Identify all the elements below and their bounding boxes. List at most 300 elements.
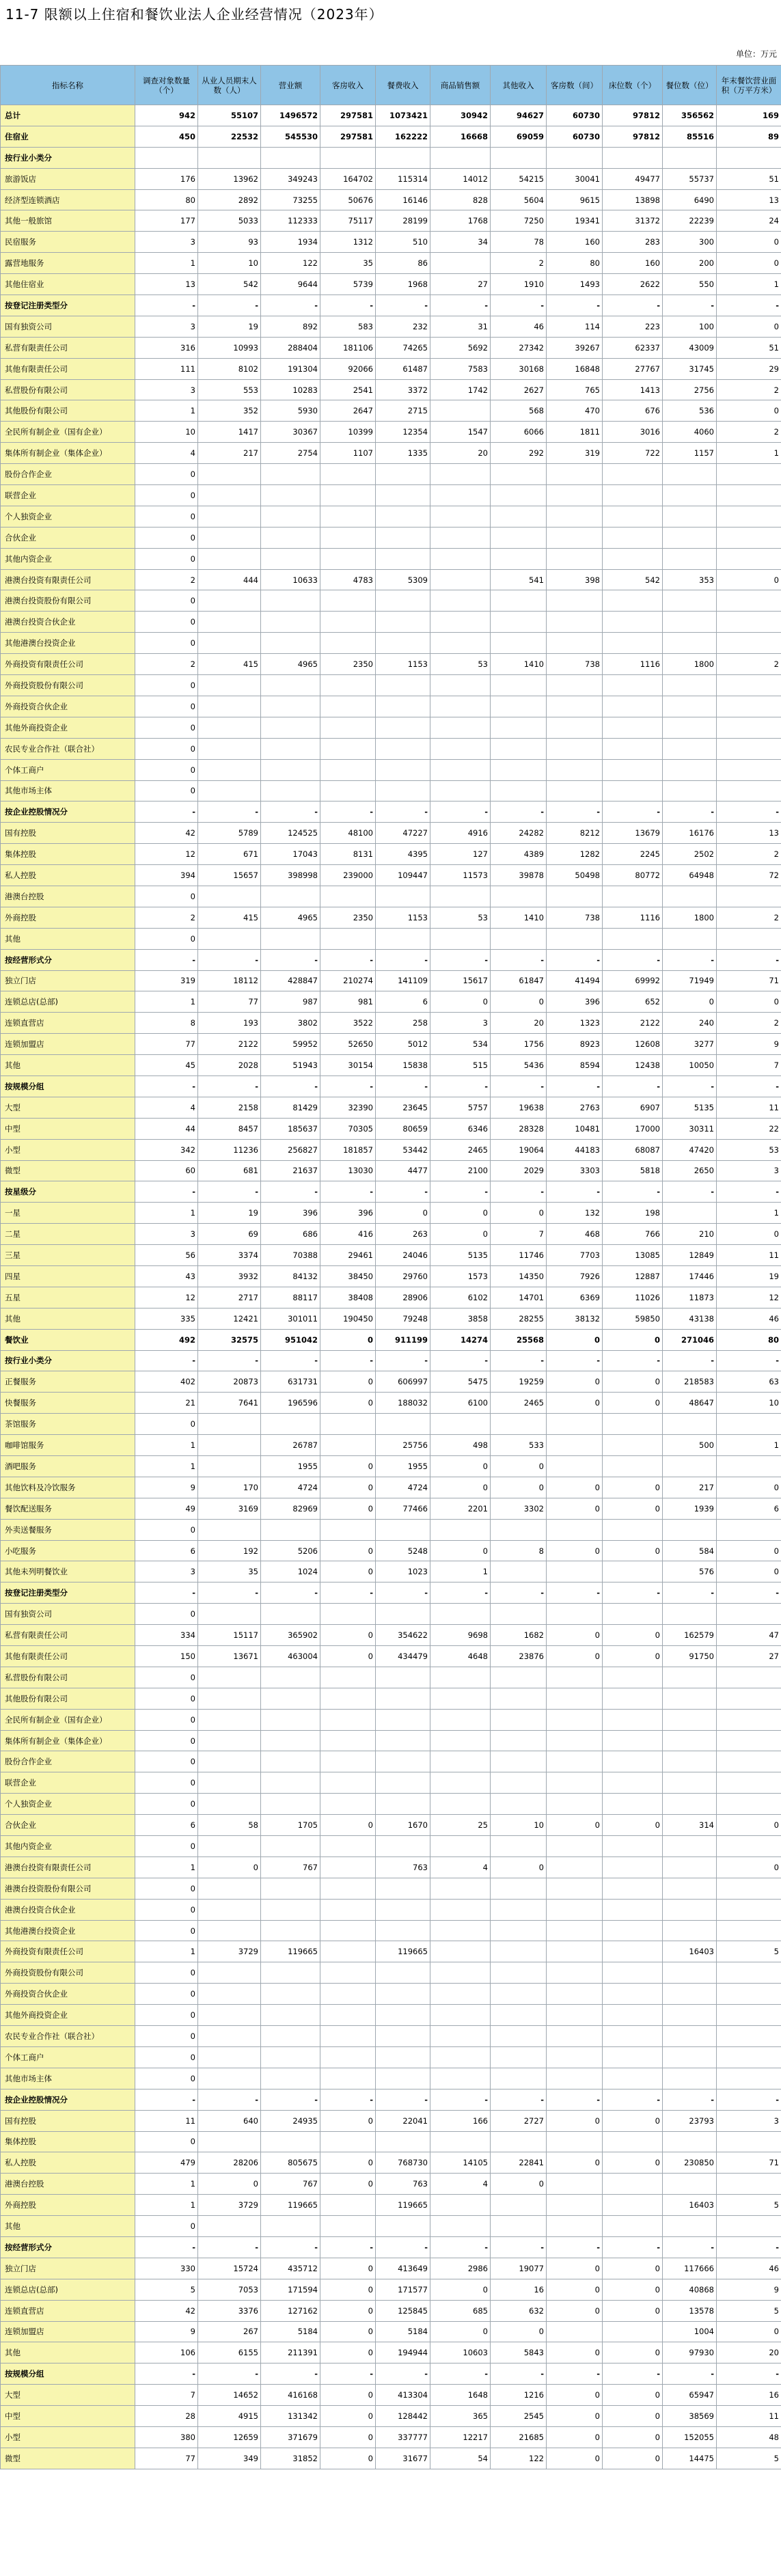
- table-cell: [261, 1604, 320, 1625]
- table-cell: [320, 633, 376, 654]
- table-cell: [547, 1794, 603, 1815]
- table-cell: -: [603, 1350, 663, 1371]
- table-cell: [663, 464, 717, 485]
- table-cell: 61487: [376, 358, 430, 379]
- table-cell: 4783: [320, 569, 376, 590]
- table-cell: [198, 1984, 261, 2005]
- table-cell: 0: [603, 2279, 663, 2300]
- table-cell: [430, 1730, 491, 1751]
- table-cell: [491, 548, 547, 569]
- table-cell: 5818: [603, 1160, 663, 1181]
- table-cell: 111: [135, 358, 198, 379]
- table-cell: 23645: [376, 1097, 430, 1118]
- table-cell: 5184: [261, 2321, 320, 2342]
- table-cell: 52650: [320, 1034, 376, 1055]
- table-cell: 45: [135, 1055, 198, 1076]
- table-cell: [663, 1688, 717, 1709]
- table-cell: 1648: [430, 2385, 491, 2406]
- table-cell: 10: [717, 1393, 781, 1414]
- table-cell: 55737: [663, 168, 717, 189]
- table-cell: 767: [261, 1856, 320, 1878]
- table-cell: 468: [547, 1224, 603, 1245]
- table-cell: -: [376, 1181, 430, 1203]
- table-cell: -: [320, 2363, 376, 2385]
- table-cell: 6490: [663, 189, 717, 210]
- table-cell: [717, 1730, 781, 1751]
- row-label: 港澳台投资有限责任公司: [1, 569, 135, 590]
- table-cell: 0: [135, 464, 198, 485]
- table-cell: 2717: [198, 1287, 261, 1308]
- table-row: [1, 1224, 781, 1245]
- table-cell: [547, 1561, 603, 1582]
- table-cell: 356562: [663, 105, 717, 126]
- table-cell: [320, 506, 376, 527]
- table-cell: 0: [717, 253, 781, 274]
- table-row: [1, 675, 781, 696]
- row-label: 其他外商投资企业: [1, 2005, 135, 2026]
- table-cell: [430, 2046, 491, 2068]
- table-cell: [430, 1688, 491, 1709]
- table-cell: 396: [261, 1203, 320, 1224]
- table-cell: 30367: [261, 422, 320, 443]
- table-cell: 0: [135, 696, 198, 717]
- table-cell: [491, 506, 547, 527]
- table-cell: [430, 400, 491, 422]
- table-row: [1, 696, 781, 717]
- table-cell: 402: [135, 1371, 198, 1393]
- column-header: 床位数（个）: [603, 66, 663, 105]
- table-cell: [547, 675, 603, 696]
- table-row: [1, 1794, 781, 1815]
- table-cell: 0: [547, 2426, 603, 2448]
- table-cell: [491, 633, 547, 654]
- table-cell: [198, 738, 261, 759]
- table-cell: 435712: [261, 2258, 320, 2279]
- table-cell: 8131: [320, 844, 376, 865]
- table-cell: [547, 1899, 603, 1920]
- table-cell: 765: [547, 379, 603, 400]
- table-cell: [603, 759, 663, 780]
- row-label: 按规模分组: [1, 1075, 135, 1097]
- table-cell: 16668: [430, 126, 491, 147]
- table-cell: [547, 2026, 603, 2047]
- table-cell: [430, 738, 491, 759]
- table-cell: 30168: [491, 358, 547, 379]
- table-cell: 97930: [663, 2342, 717, 2363]
- table-cell: 0: [320, 1329, 376, 1350]
- table-cell: 2892: [198, 189, 261, 210]
- row-label: 港澳台控股: [1, 2174, 135, 2195]
- table-cell: 7926: [547, 1265, 603, 1287]
- table-cell: [320, 738, 376, 759]
- table-cell: -: [135, 1582, 198, 1604]
- table-cell: 27: [717, 1646, 781, 1667]
- table-cell: [663, 1856, 717, 1878]
- table-cell: 77: [135, 1034, 198, 1055]
- table-cell: [663, 1920, 717, 1941]
- table-cell: 15117: [198, 1625, 261, 1646]
- table-cell: -: [135, 2363, 198, 2385]
- table-row: [1, 2174, 781, 2195]
- table-cell: 4060: [663, 422, 717, 443]
- table-cell: 768730: [376, 2152, 430, 2174]
- table-cell: [491, 1772, 547, 1794]
- table-cell: 16176: [663, 823, 717, 844]
- table-cell: 2715: [376, 400, 430, 422]
- table-cell: -: [430, 1181, 491, 1203]
- table-cell: -: [717, 295, 781, 316]
- table-cell: 2: [717, 844, 781, 865]
- table-cell: 0: [135, 1794, 198, 1815]
- table-cell: 53: [717, 1139, 781, 1160]
- table-cell: [261, 2026, 320, 2047]
- table-cell: [430, 612, 491, 633]
- table-cell: 365: [430, 2406, 491, 2427]
- table-cell: [198, 1878, 261, 1899]
- table-cell: [663, 506, 717, 527]
- table-cell: 0: [430, 991, 491, 1013]
- table-cell: [261, 1878, 320, 1899]
- table-cell: 1410: [491, 654, 547, 675]
- table-cell: 319: [135, 970, 198, 991]
- table-cell: 0: [135, 1604, 198, 1625]
- table-cell: [320, 1962, 376, 1984]
- table-cell: 0: [547, 1498, 603, 1519]
- table-cell: 4915: [198, 2406, 261, 2427]
- table-row: [1, 1561, 781, 1582]
- table-row: [1, 1920, 781, 1941]
- table-row: [1, 717, 781, 738]
- table-cell: -: [198, 2363, 261, 2385]
- table-cell: 335: [135, 1308, 198, 1329]
- table-cell: [261, 1920, 320, 1941]
- table-cell: [547, 1772, 603, 1794]
- table-cell: [320, 548, 376, 569]
- table-cell: [376, 1730, 430, 1751]
- table-cell: 48100: [320, 823, 376, 844]
- table-cell: 48647: [663, 1393, 717, 1414]
- table-cell: 12659: [198, 2426, 261, 2448]
- table-cell: 686: [261, 1224, 320, 1245]
- table-cell: [717, 2216, 781, 2237]
- table-cell: [198, 1519, 261, 1540]
- table-cell: [603, 1709, 663, 1730]
- table-cell: 3522: [320, 1013, 376, 1034]
- table-cell: [320, 1794, 376, 1815]
- table-cell: [198, 780, 261, 801]
- row-label: 外商投资股份有限公司: [1, 1962, 135, 1984]
- table-cell: 114: [547, 316, 603, 337]
- table-cell: 198: [603, 1203, 663, 1224]
- table-cell: -: [320, 1350, 376, 1371]
- table-cell: -: [376, 801, 430, 823]
- table-cell: [663, 696, 717, 717]
- table-cell: 738: [547, 907, 603, 928]
- table-cell: 71949: [663, 970, 717, 991]
- row-label: 其他外商投资企业: [1, 717, 135, 738]
- row-label: 其他: [1, 1308, 135, 1329]
- table-cell: -: [491, 1181, 547, 1203]
- table-cell: [603, 1604, 663, 1625]
- row-label: 民宿服务: [1, 232, 135, 253]
- table-cell: 0: [491, 1203, 547, 1224]
- table-cell: -: [261, 1582, 320, 1604]
- table-cell: 1: [430, 1561, 491, 1582]
- table-cell: [320, 2131, 376, 2152]
- table-cell: 2: [717, 654, 781, 675]
- table-row: [1, 232, 781, 253]
- table-cell: 16: [717, 2385, 781, 2406]
- row-label: 个体工商户: [1, 2046, 135, 2068]
- table-row: [1, 548, 781, 569]
- table-cell: 30311: [663, 1118, 717, 1139]
- table-cell: -: [663, 801, 717, 823]
- table-cell: 164702: [320, 168, 376, 189]
- row-label: 联营企业: [1, 1772, 135, 1794]
- table-cell: 738: [547, 654, 603, 675]
- table-cell: 0: [320, 2426, 376, 2448]
- table-cell: 12354: [376, 422, 430, 443]
- table-cell: -: [663, 1075, 717, 1097]
- table-cell: 0: [491, 2321, 547, 2342]
- table-cell: -: [547, 1181, 603, 1203]
- table-cell: [430, 527, 491, 548]
- table-cell: 9644: [261, 274, 320, 295]
- row-label: 按经营形式分: [1, 2236, 135, 2258]
- table-cell: [603, 738, 663, 759]
- table-cell: 394: [135, 865, 198, 886]
- table-cell: 10633: [261, 569, 320, 590]
- table-row: [1, 274, 781, 295]
- table-cell: 30154: [320, 1055, 376, 1076]
- table-cell: -: [135, 949, 198, 970]
- table-cell: [198, 2005, 261, 2026]
- table-cell: 0: [135, 1730, 198, 1751]
- table-cell: 29760: [376, 1265, 430, 1287]
- table-cell: 16403: [663, 2195, 717, 2216]
- table-cell: 31372: [603, 210, 663, 232]
- table-cell: [198, 1794, 261, 1815]
- table-cell: [663, 548, 717, 569]
- table-cell: -: [261, 1350, 320, 1371]
- table-cell: 5: [717, 2195, 781, 2216]
- table-cell: [320, 759, 376, 780]
- table-cell: [376, 633, 430, 654]
- table-cell: [603, 612, 663, 633]
- table-cell: [430, 1709, 491, 1730]
- table-cell: -: [603, 801, 663, 823]
- row-label: 国有独资公司: [1, 1604, 135, 1625]
- table-cell: 416: [320, 1224, 376, 1245]
- table-cell: [663, 2005, 717, 2026]
- table-cell: [430, 696, 491, 717]
- row-label: 国有控股: [1, 823, 135, 844]
- table-cell: 128442: [376, 2406, 430, 2427]
- table-cell: [603, 527, 663, 548]
- table-cell: 4389: [491, 844, 547, 865]
- table-cell: 380: [135, 2426, 198, 2448]
- table-cell: [261, 506, 320, 527]
- table-cell: 0: [320, 1456, 376, 1477]
- table-cell: 117666: [663, 2258, 717, 2279]
- table-cell: -: [198, 2236, 261, 2258]
- table-cell: [663, 1836, 717, 1857]
- table-row: [1, 1055, 781, 1076]
- table-cell: 2622: [603, 274, 663, 295]
- row-label: 连锁加盟店: [1, 2321, 135, 2342]
- table-cell: [320, 780, 376, 801]
- table-cell: 46: [717, 1308, 781, 1329]
- table-cell: 0: [603, 1477, 663, 1498]
- table-cell: -: [663, 1350, 717, 1371]
- table-cell: 9615: [547, 189, 603, 210]
- table-cell: 3: [135, 232, 198, 253]
- column-header: 从业人员期末人数（人）: [198, 66, 261, 105]
- table-cell: 337777: [376, 2426, 430, 2448]
- table-row: [1, 1139, 781, 1160]
- table-cell: [320, 1899, 376, 1920]
- table-cell: [376, 696, 430, 717]
- table-cell: 1939: [663, 1498, 717, 1519]
- table-cell: [491, 1414, 547, 1435]
- table-cell: 12421: [198, 1308, 261, 1329]
- table-cell: 3: [135, 316, 198, 337]
- table-cell: [430, 780, 491, 801]
- table-row: [1, 1519, 781, 1540]
- table-cell: 542: [198, 274, 261, 295]
- table-cell: [491, 675, 547, 696]
- table-cell: 0: [135, 2131, 198, 2152]
- table-cell: 97812: [603, 105, 663, 126]
- table-cell: [603, 2131, 663, 2152]
- table-cell: [603, 147, 663, 168]
- table-cell: 1800: [663, 907, 717, 928]
- table-cell: 470: [547, 400, 603, 422]
- table-cell: 6102: [430, 1287, 491, 1308]
- table-row: [1, 1962, 781, 1984]
- table-cell: 0: [717, 1815, 781, 1836]
- table-cell: 0: [430, 1456, 491, 1477]
- table-cell: 911199: [376, 1329, 430, 1350]
- table-cell: 92066: [320, 358, 376, 379]
- table-cell: 44: [135, 1118, 198, 1139]
- table-cell: [547, 147, 603, 168]
- table-cell: 56: [135, 1245, 198, 1266]
- table-cell: 7053: [198, 2279, 261, 2300]
- table-cell: 0: [430, 1540, 491, 1561]
- table-cell: 49: [135, 1498, 198, 1519]
- table-cell: [491, 1878, 547, 1899]
- table-cell: [603, 2174, 663, 2195]
- table-cell: [376, 1709, 430, 1730]
- row-label: 其他市场主体: [1, 2068, 135, 2089]
- table-cell: 28199: [376, 210, 430, 232]
- table-cell: 13: [135, 274, 198, 295]
- table-cell: [547, 2174, 603, 2195]
- table-cell: [376, 2068, 430, 2089]
- table-cell: 8212: [547, 823, 603, 844]
- table-cell: -: [198, 949, 261, 970]
- table-cell: -: [547, 1350, 603, 1371]
- table-cell: 1: [135, 991, 198, 1013]
- table-cell: [547, 1667, 603, 1688]
- table-cell: 72: [717, 865, 781, 886]
- table-cell: 2: [135, 907, 198, 928]
- table-cell: [261, 2131, 320, 2152]
- table-cell: -: [430, 2236, 491, 2258]
- table-cell: 0: [603, 2258, 663, 2279]
- row-label: 国有独资公司: [1, 316, 135, 337]
- table-cell: 5739: [320, 274, 376, 295]
- table-row: [1, 2216, 781, 2237]
- table-cell: 652: [603, 991, 663, 1013]
- row-label: 外卖送餐服务: [1, 1519, 135, 1540]
- table-cell: -: [547, 1075, 603, 1097]
- table-cell: 86: [376, 253, 430, 274]
- table-row: [1, 1287, 781, 1308]
- table-cell: [663, 147, 717, 168]
- table-cell: [198, 759, 261, 780]
- row-label: 快餐服务: [1, 1393, 135, 1414]
- table-cell: 47227: [376, 823, 430, 844]
- row-label: 四星: [1, 1265, 135, 1287]
- table-cell: 88117: [261, 1287, 320, 1308]
- table-cell: 0: [320, 1498, 376, 1519]
- table-cell: [198, 1604, 261, 1625]
- table-cell: [198, 464, 261, 485]
- table-cell: 0: [135, 1667, 198, 1688]
- table-cell: 44183: [547, 1139, 603, 1160]
- table-cell: 193: [198, 1013, 261, 1034]
- table-cell: 0: [320, 2258, 376, 2279]
- table-cell: 166: [430, 2110, 491, 2131]
- table-cell: 0: [135, 2005, 198, 2026]
- table-cell: 200: [663, 253, 717, 274]
- table-cell: 354622: [376, 1625, 430, 1646]
- table-cell: 43138: [663, 1308, 717, 1329]
- table-cell: 444: [198, 569, 261, 590]
- table-cell: 766: [603, 1224, 663, 1245]
- table-cell: 0: [663, 991, 717, 1013]
- table-cell: [547, 2321, 603, 2342]
- table-cell: 396: [320, 1203, 376, 1224]
- table-cell: 0: [135, 1899, 198, 1920]
- table-cell: [547, 633, 603, 654]
- table-cell: [320, 928, 376, 949]
- table-cell: 0: [717, 316, 781, 337]
- table-cell: -: [491, 1582, 547, 1604]
- row-label: 正餐服务: [1, 1371, 135, 1393]
- table-cell: 22041: [376, 2110, 430, 2131]
- table-row: [1, 1393, 781, 1414]
- table-cell: 13671: [198, 1646, 261, 1667]
- table-cell: 2754: [261, 443, 320, 464]
- table-cell: 5930: [261, 400, 320, 422]
- table-cell: 1670: [376, 1815, 430, 1836]
- column-header: 商品销售额: [430, 66, 491, 105]
- table-cell: -: [663, 1582, 717, 1604]
- table-row: [1, 1118, 781, 1139]
- table-cell: 1: [135, 1856, 198, 1878]
- table-cell: [717, 675, 781, 696]
- table-row: [1, 2236, 781, 2258]
- table-cell: [376, 612, 430, 633]
- table-cell: 5789: [198, 823, 261, 844]
- row-label: 经济型连锁酒店: [1, 189, 135, 210]
- table-cell: 210: [663, 1224, 717, 1245]
- table-cell: 2763: [547, 1097, 603, 1118]
- table-cell: 8594: [547, 1055, 603, 1076]
